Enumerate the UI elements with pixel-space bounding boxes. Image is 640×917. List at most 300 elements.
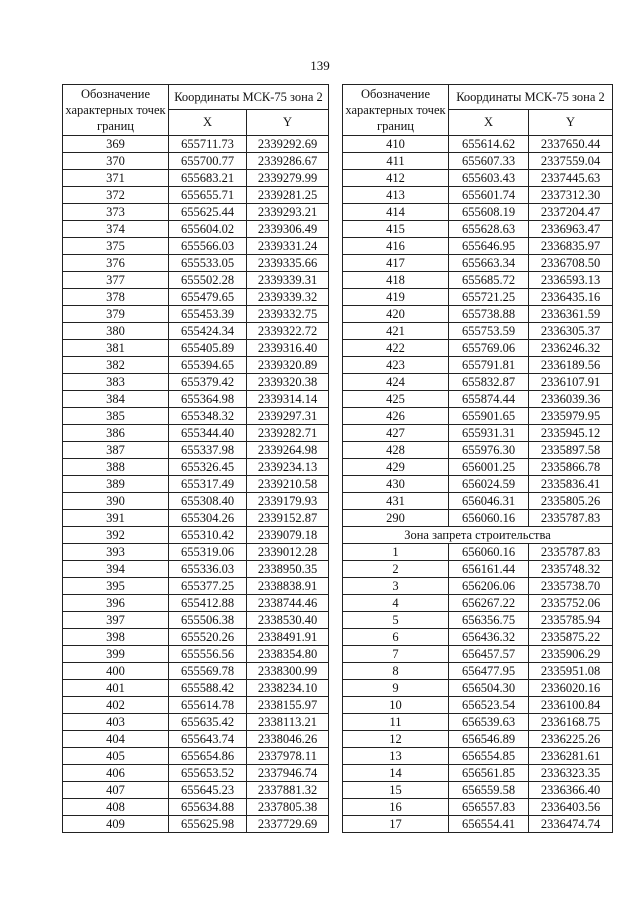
- point-id-cell: 424: [343, 374, 449, 391]
- y-cell: 2337559.04: [529, 153, 613, 170]
- x-cell: 655520.26: [169, 629, 247, 646]
- table-row: [343, 187, 613, 204]
- point-id-cell: 416: [343, 238, 449, 255]
- y-cell: 2335805.26: [529, 493, 613, 510]
- table-row: [63, 748, 329, 765]
- y-cell: 2337204.47: [529, 204, 613, 221]
- x-cell: 655379.42: [169, 374, 247, 391]
- y-cell: 2339079.18: [247, 527, 329, 544]
- point-id-cell: 9: [343, 680, 449, 697]
- point-id-cell: 3: [343, 578, 449, 595]
- x-cell: 655625.44: [169, 204, 247, 221]
- table-row: [63, 357, 329, 374]
- y-cell: 2336039.36: [529, 391, 613, 408]
- y-cell: 2339339.31: [247, 272, 329, 289]
- y-cell: 2339339.32: [247, 289, 329, 306]
- x-cell: 655394.65: [169, 357, 247, 374]
- x-cell: 655364.98: [169, 391, 247, 408]
- x-cell: 655653.52: [169, 765, 247, 782]
- table-row: [343, 578, 613, 595]
- header-x: X: [169, 109, 247, 135]
- table-row: [63, 476, 329, 493]
- x-cell: 656267.22: [449, 595, 529, 612]
- x-cell: 656060.16: [449, 544, 529, 561]
- x-cell: 656206.06: [449, 578, 529, 595]
- page-number: 139: [310, 58, 330, 73]
- y-cell: 2335979.95: [529, 408, 613, 425]
- y-cell: 2337805.38: [247, 799, 329, 816]
- y-cell: 2339316.40: [247, 340, 329, 357]
- point-id-cell: 388: [63, 459, 169, 476]
- x-cell: 655604.02: [169, 221, 247, 238]
- x-cell: 655566.03: [169, 238, 247, 255]
- point-id-cell: 16: [343, 799, 449, 816]
- point-id-cell: 430: [343, 476, 449, 493]
- point-id-cell: 4: [343, 595, 449, 612]
- table-row: [63, 544, 329, 561]
- x-cell: 655643.74: [169, 731, 247, 748]
- y-cell: 2336107.91: [529, 374, 613, 391]
- x-cell: 656546.89: [449, 731, 529, 748]
- table-row: [63, 680, 329, 697]
- x-cell: 655424.34: [169, 323, 247, 340]
- y-cell: 2337312.30: [529, 187, 613, 204]
- x-cell: 655336.03: [169, 561, 247, 578]
- y-cell: 2336474.74: [529, 816, 613, 833]
- point-id-cell: 390: [63, 493, 169, 510]
- header-designation: Обозначение характерных точек границ: [343, 85, 449, 136]
- point-id-cell: 413: [343, 187, 449, 204]
- y-cell: 2338838.91: [247, 578, 329, 595]
- x-cell: 655608.19: [449, 204, 529, 221]
- x-cell: 655769.06: [449, 340, 529, 357]
- y-cell: 2339314.14: [247, 391, 329, 408]
- table-row: [63, 595, 329, 612]
- point-id-cell: 399: [63, 646, 169, 663]
- x-cell: 655588.42: [169, 680, 247, 697]
- point-id-cell: 402: [63, 697, 169, 714]
- x-cell: 655738.88: [449, 306, 529, 323]
- x-cell: 655874.44: [449, 391, 529, 408]
- table-row: [63, 425, 329, 442]
- point-id-cell: 382: [63, 357, 169, 374]
- point-id-cell: 401: [63, 680, 169, 697]
- point-id-cell: 427: [343, 425, 449, 442]
- x-cell: 655721.25: [449, 289, 529, 306]
- coordinates-table-left: [62, 84, 329, 833]
- table-row: [63, 221, 329, 238]
- table-row: [63, 204, 329, 221]
- x-cell: 656161.44: [449, 561, 529, 578]
- table-row: [343, 731, 613, 748]
- table-row: [63, 527, 329, 544]
- point-id-cell: 15: [343, 782, 449, 799]
- table-row: [343, 476, 613, 493]
- table-row: [63, 493, 329, 510]
- table-body-right: [343, 136, 613, 833]
- header-y: Y: [247, 109, 329, 135]
- point-id-cell: 411: [343, 153, 449, 170]
- x-cell: 655533.05: [169, 255, 247, 272]
- table-row: [343, 765, 613, 782]
- x-cell: 655700.77: [169, 153, 247, 170]
- table-row: [63, 323, 329, 340]
- table-row: [63, 408, 329, 425]
- table-row: [343, 459, 613, 476]
- point-id-cell: 374: [63, 221, 169, 238]
- y-cell: 2336593.13: [529, 272, 613, 289]
- x-cell: 655453.39: [169, 306, 247, 323]
- point-id-cell: 7: [343, 646, 449, 663]
- y-cell: 2335906.29: [529, 646, 613, 663]
- point-id-cell: 418: [343, 272, 449, 289]
- table-row: [343, 595, 613, 612]
- point-id-cell: 407: [63, 782, 169, 799]
- table-row: [63, 663, 329, 680]
- table-row: [63, 442, 329, 459]
- y-cell: 2335787.83: [529, 510, 613, 527]
- y-cell: 2339179.93: [247, 493, 329, 510]
- table-row: [63, 646, 329, 663]
- y-cell: 2339335.66: [247, 255, 329, 272]
- y-cell: 2339320.89: [247, 357, 329, 374]
- x-cell: 655614.78: [169, 697, 247, 714]
- header-coordinates: Координаты МСК-75 зона 2: [169, 85, 329, 110]
- table-row: [343, 272, 613, 289]
- table-body-left: [63, 136, 329, 833]
- x-cell: 655308.40: [169, 493, 247, 510]
- x-cell: 655556.56: [169, 646, 247, 663]
- y-cell: 2338491.91: [247, 629, 329, 646]
- table-row: [63, 578, 329, 595]
- y-cell: 2339281.25: [247, 187, 329, 204]
- y-cell: 2335866.78: [529, 459, 613, 476]
- y-cell: 2339279.99: [247, 170, 329, 187]
- point-id-cell: 405: [63, 748, 169, 765]
- y-cell: 2336305.37: [529, 323, 613, 340]
- point-id-cell: 373: [63, 204, 169, 221]
- y-cell: 2338234.10: [247, 680, 329, 697]
- point-id-cell: 425: [343, 391, 449, 408]
- point-id-cell: 13: [343, 748, 449, 765]
- x-cell: 656436.32: [449, 629, 529, 646]
- x-cell: 655832.87: [449, 374, 529, 391]
- x-cell: 655931.31: [449, 425, 529, 442]
- y-cell: 2339331.24: [247, 238, 329, 255]
- table-row: [63, 289, 329, 306]
- table-row: [63, 816, 329, 833]
- x-cell: 655326.45: [169, 459, 247, 476]
- point-id-cell: 404: [63, 731, 169, 748]
- point-id-cell: 11: [343, 714, 449, 731]
- x-cell: 655412.88: [169, 595, 247, 612]
- x-cell: 656024.59: [449, 476, 529, 493]
- y-cell: 2335787.83: [529, 544, 613, 561]
- table-row: [343, 629, 613, 646]
- y-cell: 2337946.74: [247, 765, 329, 782]
- point-id-cell: 400: [63, 663, 169, 680]
- x-cell: 655569.78: [169, 663, 247, 680]
- header-x: X: [449, 109, 529, 135]
- x-cell: 656557.83: [449, 799, 529, 816]
- table-row: [343, 646, 613, 663]
- table-row: [63, 170, 329, 187]
- point-id-cell: 391: [63, 510, 169, 527]
- x-cell: 655753.59: [449, 323, 529, 340]
- table-row: [343, 255, 613, 272]
- point-id-cell: 431: [343, 493, 449, 510]
- y-cell: 2339292.69: [247, 136, 329, 153]
- y-cell: 2339306.49: [247, 221, 329, 238]
- point-id-cell: 10: [343, 697, 449, 714]
- point-id-cell: 393: [63, 544, 169, 561]
- y-cell: 2338113.21: [247, 714, 329, 731]
- point-id-cell: 409: [63, 816, 169, 833]
- x-cell: 656001.25: [449, 459, 529, 476]
- point-id-cell: 412: [343, 170, 449, 187]
- point-id-cell: 290: [343, 510, 449, 527]
- y-cell: 2339152.87: [247, 510, 329, 527]
- point-id-cell: 378: [63, 289, 169, 306]
- point-id-cell: 398: [63, 629, 169, 646]
- y-cell: 2335738.70: [529, 578, 613, 595]
- y-cell: 2339297.31: [247, 408, 329, 425]
- point-id-cell: 395: [63, 578, 169, 595]
- table-row: [343, 680, 613, 697]
- y-cell: 2336020.16: [529, 680, 613, 697]
- point-id-cell: 396: [63, 595, 169, 612]
- table-row: [343, 561, 613, 578]
- x-cell: 655506.38: [169, 612, 247, 629]
- x-cell: 655348.32: [169, 408, 247, 425]
- y-cell: 2339320.38: [247, 374, 329, 391]
- header-designation: Обозначение характерных точек границ: [63, 85, 169, 136]
- table-row: [63, 799, 329, 816]
- section-title: Зона запрета строительства: [343, 527, 613, 544]
- point-id-cell: 417: [343, 255, 449, 272]
- y-cell: 2338300.99: [247, 663, 329, 680]
- y-cell: 2337978.11: [247, 748, 329, 765]
- point-id-cell: 403: [63, 714, 169, 731]
- x-cell: 655791.81: [449, 357, 529, 374]
- y-cell: 2335951.08: [529, 663, 613, 680]
- y-cell: 2337445.63: [529, 170, 613, 187]
- x-cell: 655655.71: [169, 187, 247, 204]
- x-cell: 656561.85: [449, 765, 529, 782]
- table-row: [63, 153, 329, 170]
- table-row: [63, 561, 329, 578]
- point-id-cell: 392: [63, 527, 169, 544]
- y-cell: 2339210.58: [247, 476, 329, 493]
- y-cell: 2335945.12: [529, 425, 613, 442]
- y-cell: 2336323.35: [529, 765, 613, 782]
- point-id-cell: 406: [63, 765, 169, 782]
- y-cell: 2339286.67: [247, 153, 329, 170]
- y-cell: 2337881.32: [247, 782, 329, 799]
- point-id-cell: 17: [343, 816, 449, 833]
- table-row: [343, 697, 613, 714]
- y-cell: 2335875.22: [529, 629, 613, 646]
- y-cell: 2336281.61: [529, 748, 613, 765]
- y-cell: 2335897.58: [529, 442, 613, 459]
- x-cell: 655711.73: [169, 136, 247, 153]
- x-cell: 656504.30: [449, 680, 529, 697]
- point-id-cell: 370: [63, 153, 169, 170]
- y-cell: 2336189.56: [529, 357, 613, 374]
- x-cell: 655634.88: [169, 799, 247, 816]
- table-row: [63, 714, 329, 731]
- x-cell: 655635.42: [169, 714, 247, 731]
- point-id-cell: 372: [63, 187, 169, 204]
- table-row: [343, 170, 613, 187]
- table-row: [63, 391, 329, 408]
- point-id-cell: 1: [343, 544, 449, 561]
- table-row: [343, 408, 613, 425]
- x-cell: 655654.86: [169, 748, 247, 765]
- y-cell: 2336708.50: [529, 255, 613, 272]
- table-row: [343, 340, 613, 357]
- table-row: [343, 374, 613, 391]
- point-id-cell: 380: [63, 323, 169, 340]
- table-row: [63, 306, 329, 323]
- section-row: [343, 527, 613, 544]
- table-row: [343, 289, 613, 306]
- x-cell: 655344.40: [169, 425, 247, 442]
- table-row: [343, 323, 613, 340]
- x-cell: 655976.30: [449, 442, 529, 459]
- point-id-cell: 2: [343, 561, 449, 578]
- x-cell: 656559.58: [449, 782, 529, 799]
- point-id-cell: 14: [343, 765, 449, 782]
- y-cell: 2336835.97: [529, 238, 613, 255]
- table-row: [63, 510, 329, 527]
- y-cell: 2338744.46: [247, 595, 329, 612]
- table-row: [343, 544, 613, 561]
- point-id-cell: 375: [63, 238, 169, 255]
- y-cell: 2338046.26: [247, 731, 329, 748]
- table-row: [343, 204, 613, 221]
- y-cell: 2336435.16: [529, 289, 613, 306]
- point-id-cell: 381: [63, 340, 169, 357]
- x-cell: 655502.28: [169, 272, 247, 289]
- x-cell: 655683.21: [169, 170, 247, 187]
- y-cell: 2338530.40: [247, 612, 329, 629]
- x-cell: 655614.62: [449, 136, 529, 153]
- x-cell: 655645.23: [169, 782, 247, 799]
- point-id-cell: 383: [63, 374, 169, 391]
- point-id-cell: 371: [63, 170, 169, 187]
- point-id-cell: 397: [63, 612, 169, 629]
- x-cell: 655625.98: [169, 816, 247, 833]
- x-cell: 655601.74: [449, 187, 529, 204]
- y-cell: 2336100.84: [529, 697, 613, 714]
- point-id-cell: 414: [343, 204, 449, 221]
- y-cell: 2335836.41: [529, 476, 613, 493]
- table-row: [343, 391, 613, 408]
- table-row: [63, 629, 329, 646]
- x-cell: 655319.06: [169, 544, 247, 561]
- point-id-cell: 422: [343, 340, 449, 357]
- x-cell: 655901.65: [449, 408, 529, 425]
- x-cell: 655646.95: [449, 238, 529, 255]
- table-row: [343, 136, 613, 153]
- x-cell: 655628.63: [449, 221, 529, 238]
- point-id-cell: 369: [63, 136, 169, 153]
- y-cell: 2338354.80: [247, 646, 329, 663]
- table-row: [63, 782, 329, 799]
- point-id-cell: 5: [343, 612, 449, 629]
- x-cell: 655663.34: [449, 255, 529, 272]
- table-row: [343, 306, 613, 323]
- coordinates-table-right: [342, 84, 613, 833]
- y-cell: 2336963.47: [529, 221, 613, 238]
- table-row: [343, 782, 613, 799]
- point-id-cell: 410: [343, 136, 449, 153]
- point-id-cell: 423: [343, 357, 449, 374]
- x-cell: 656356.75: [449, 612, 529, 629]
- x-cell: 655337.98: [169, 442, 247, 459]
- y-cell: 2339264.98: [247, 442, 329, 459]
- table-row: [343, 510, 613, 527]
- table-row: [343, 442, 613, 459]
- point-id-cell: 429: [343, 459, 449, 476]
- header-coordinates: Координаты МСК-75 зона 2: [449, 85, 613, 110]
- point-id-cell: 386: [63, 425, 169, 442]
- x-cell: 656523.54: [449, 697, 529, 714]
- table-row: [343, 425, 613, 442]
- table-row: [343, 816, 613, 833]
- y-cell: 2339234.13: [247, 459, 329, 476]
- table-row: [343, 238, 613, 255]
- point-id-cell: 415: [343, 221, 449, 238]
- table-row: [63, 340, 329, 357]
- x-cell: 656457.57: [449, 646, 529, 663]
- x-cell: 656554.85: [449, 748, 529, 765]
- x-cell: 656060.16: [449, 510, 529, 527]
- y-cell: 2338155.97: [247, 697, 329, 714]
- header-y: Y: [529, 109, 613, 135]
- y-cell: 2339282.71: [247, 425, 329, 442]
- point-id-cell: 426: [343, 408, 449, 425]
- y-cell: 2339332.75: [247, 306, 329, 323]
- y-cell: 2339322.72: [247, 323, 329, 340]
- x-cell: 655479.65: [169, 289, 247, 306]
- point-id-cell: 389: [63, 476, 169, 493]
- point-id-cell: 387: [63, 442, 169, 459]
- point-id-cell: 419: [343, 289, 449, 306]
- point-id-cell: 428: [343, 442, 449, 459]
- x-cell: 655317.49: [169, 476, 247, 493]
- table-row: [63, 765, 329, 782]
- point-id-cell: 421: [343, 323, 449, 340]
- table-row: [343, 357, 613, 374]
- table-row: [343, 612, 613, 629]
- x-cell: 656554.41: [449, 816, 529, 833]
- table-row: [63, 612, 329, 629]
- y-cell: 2337650.44: [529, 136, 613, 153]
- x-cell: 655304.26: [169, 510, 247, 527]
- point-id-cell: 408: [63, 799, 169, 816]
- point-id-cell: 377: [63, 272, 169, 289]
- table-row: [343, 493, 613, 510]
- x-cell: 656539.63: [449, 714, 529, 731]
- point-id-cell: 384: [63, 391, 169, 408]
- table-row: [343, 748, 613, 765]
- table-row: [63, 136, 329, 153]
- y-cell: 2336225.26: [529, 731, 613, 748]
- point-id-cell: 394: [63, 561, 169, 578]
- x-cell: 655310.42: [169, 527, 247, 544]
